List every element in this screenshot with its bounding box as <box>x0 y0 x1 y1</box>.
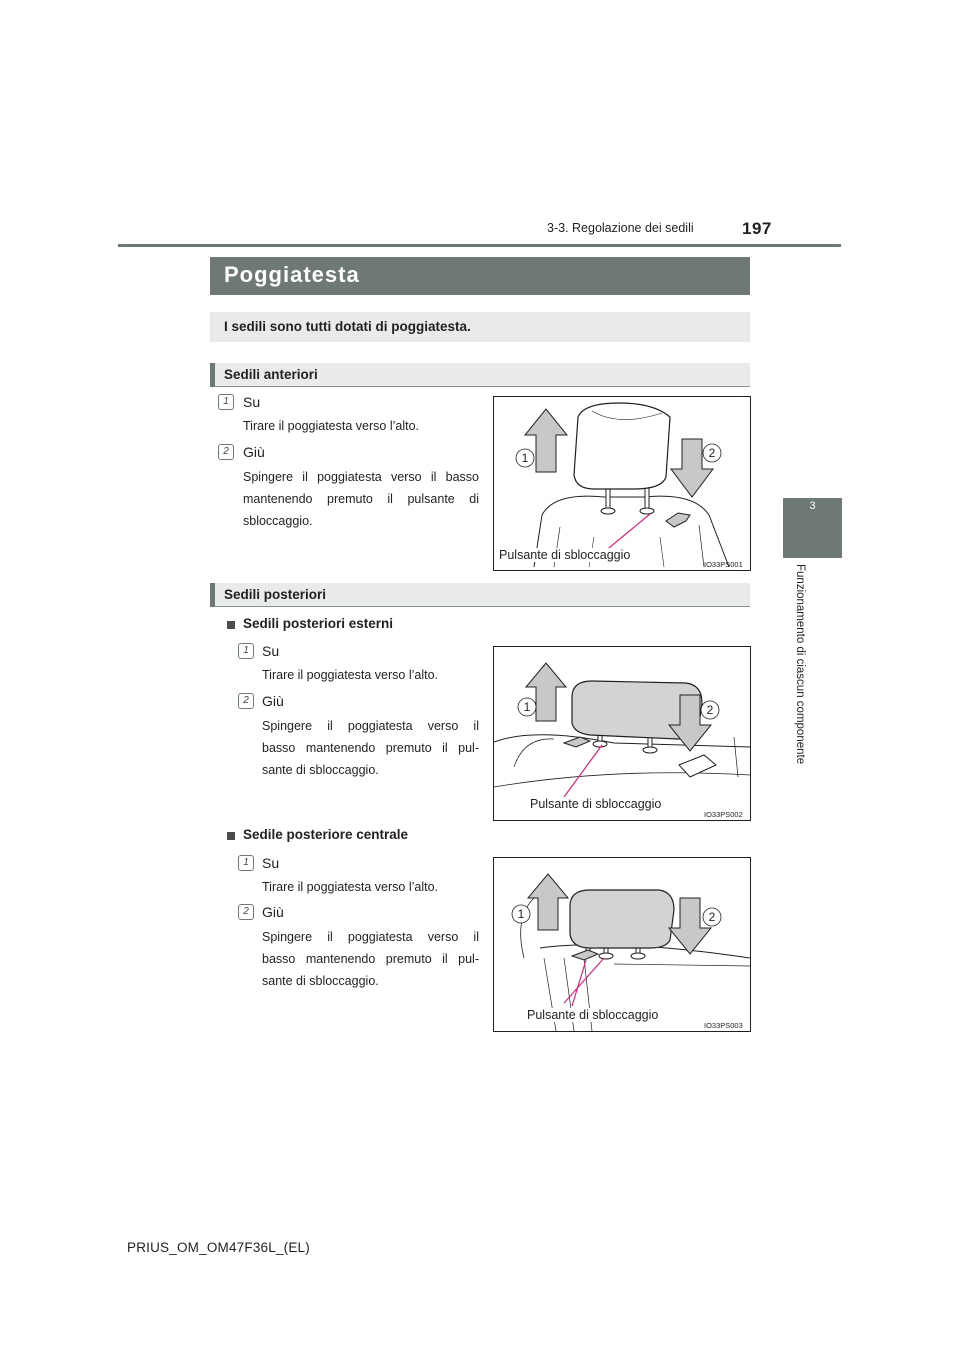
item-label-down: Giù <box>262 693 284 709</box>
item-desc-up: Tirare il poggiatesta verso l’alto. <box>243 419 420 433</box>
rear-center-headrest-illustration <box>494 858 750 1031</box>
desc-line: sante di sbloccaggio. <box>262 763 379 777</box>
figure-caption: Pulsante di sbloccaggio <box>527 1008 659 1022</box>
figure-code: IO33PS002 <box>704 810 743 819</box>
figure-rear-center-headrest <box>493 857 751 1032</box>
outer-rear-title: Sedili posteriori esterni <box>243 616 394 631</box>
item-label-down: Giù <box>243 444 265 460</box>
item-desc-down <box>262 715 479 781</box>
item-number-icon: 2 <box>218 444 234 460</box>
front-seats-heading: Sedili anteriori <box>210 363 750 387</box>
desc-line: sbloccaggio. <box>243 514 313 528</box>
bullet-square <box>227 621 235 629</box>
item-desc-down <box>243 466 479 532</box>
page-number: 197 <box>742 219 772 238</box>
figure-front-headrest <box>493 396 751 571</box>
desc-line: mantenendo premuto il pulsante di <box>243 492 479 506</box>
center-rear-title: Sedile posteriore centrale <box>243 827 409 842</box>
page-title: Poggiatesta <box>210 257 750 295</box>
chapter-number: 3 <box>809 500 816 512</box>
desc-line: basso mantenendo premuto il pul- <box>262 741 479 755</box>
chapter-title: Funzionamento di ciascun componente <box>794 564 806 765</box>
section-reference: 3-3. Regolazione dei sedili <box>547 221 694 235</box>
bullet-square <box>227 832 235 840</box>
header-rule <box>118 244 841 247</box>
figure-code: IO33PS001 <box>704 560 743 569</box>
item-label-up: Su <box>262 855 280 871</box>
figure-number-1: 1 <box>521 451 529 465</box>
figure-number-2: 2 <box>708 446 716 460</box>
figure-code: IO33PS003 <box>704 1021 743 1030</box>
figure-caption: Pulsante di sbloccaggio <box>499 548 631 562</box>
desc-line: sante di sbloccaggio. <box>262 974 379 988</box>
figure-caption: Pulsante di sbloccaggio <box>530 797 662 811</box>
item-label-up: Su <box>243 394 261 410</box>
desc-line: Spingere il poggiatesta verso il <box>262 930 479 944</box>
figure-number-1: 1 <box>523 700 531 714</box>
rear-seats-heading: Sedili posteriori <box>210 583 750 607</box>
figure-rear-outer-headrest <box>493 646 751 821</box>
front-headrest-illustration <box>494 397 750 570</box>
document-code: PRIUS_OM_OM47F36L_(EL) <box>127 1240 310 1255</box>
item-number-icon: 1 <box>218 394 234 410</box>
item-number-icon: 2 <box>238 693 254 709</box>
figure-number-1: 1 <box>517 907 525 921</box>
item-number-icon: 1 <box>238 855 254 871</box>
desc-line: Spingere il poggiatesta verso il <box>262 719 479 733</box>
desc-line: Spingere il poggiatesta verso il basso <box>243 470 479 484</box>
desc-line: basso mantenendo premuto il pul- <box>262 952 479 966</box>
item-number-icon: 1 <box>238 643 254 659</box>
item-label-up: Su <box>262 643 280 659</box>
item-desc-up: Tirare il poggiatesta verso l’alto. <box>262 668 439 682</box>
item-desc-up: Tirare il poggiatesta verso l’alto. <box>262 880 439 894</box>
item-desc-down <box>262 926 479 992</box>
rear-outer-headrest-illustration <box>494 647 750 820</box>
figure-number-2: 2 <box>708 910 716 924</box>
intro-text: I sedili sono tutti dotati di poggiatesta. <box>210 312 750 342</box>
item-number-icon: 2 <box>238 904 254 920</box>
figure-number-2: 2 <box>706 703 714 717</box>
item-label-down: Giù <box>262 904 284 920</box>
